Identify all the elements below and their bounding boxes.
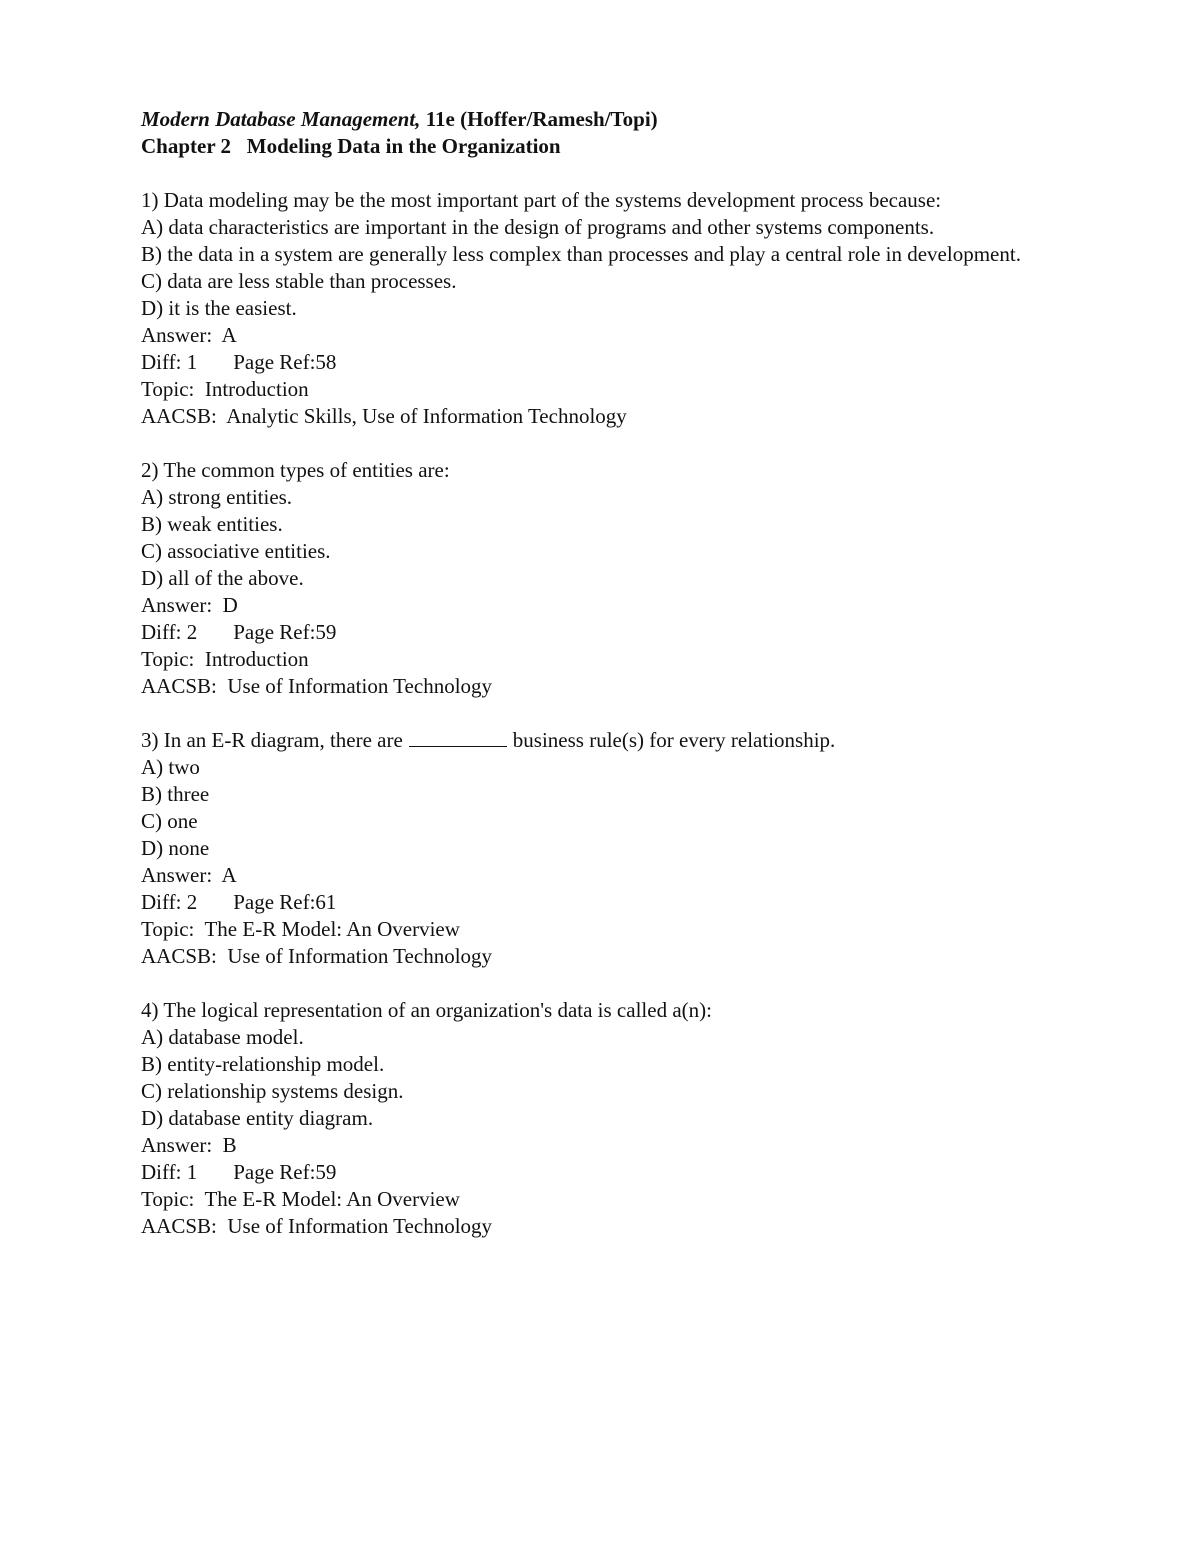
question-1 xyxy=(141,187,1141,430)
page-ref: Page Ref:59 xyxy=(233,1160,337,1184)
topic: Topic: The E-R Model: An Overview xyxy=(141,1187,460,1211)
question-stem xyxy=(141,727,1141,754)
spacer xyxy=(141,160,1141,187)
question-3 xyxy=(141,727,1141,970)
aacsb: AACSB: Analytic Skills, Use of Information Technology xyxy=(141,404,627,428)
answer: Answer: D xyxy=(141,593,238,617)
topic: Topic: The E-R Model: An Overview xyxy=(141,917,460,941)
page-ref: Page Ref:61 xyxy=(233,890,337,914)
chapter-title: Chapter 2 Modeling Data in the Organization xyxy=(141,134,561,158)
question-stem: 4) The logical representation of an organization's data is called a(n): xyxy=(141,998,712,1022)
question-stem: 2) The common types of entities are: xyxy=(141,458,450,482)
option-d: D) all of the above. xyxy=(141,566,304,590)
question-2 xyxy=(141,457,1141,700)
difficulty-page-ref xyxy=(141,1159,1141,1186)
aacsb: AACSB: Use of Information Technology xyxy=(141,944,493,968)
option-a: A) data characteristics are important in the design of programs and other systems components. xyxy=(141,215,935,239)
option-c: C) data are less stable than processes. xyxy=(141,269,457,293)
fill-in-blank xyxy=(409,729,507,747)
page-ref: Page Ref:59 xyxy=(233,620,337,644)
option-d: D) database entity diagram. xyxy=(141,1106,374,1130)
option-b: B) three xyxy=(141,782,210,806)
question-4 xyxy=(141,997,1141,1240)
spacer xyxy=(141,430,1141,457)
edition-authors: 11e (Hoffer/Ramesh/Topi) xyxy=(420,107,658,131)
topic: Topic: Introduction xyxy=(141,647,309,671)
topic: Topic: Introduction xyxy=(141,377,309,401)
question-stem: 1) Data modeling may be the most important part of the systems development process because: xyxy=(141,188,942,212)
answer: Answer: A xyxy=(141,323,237,347)
difficulty: Diff: 2 xyxy=(141,620,198,644)
difficulty: Diff: 2 xyxy=(141,890,198,914)
option-c: C) relationship systems design. xyxy=(141,1079,404,1103)
difficulty-page-ref xyxy=(141,619,1141,646)
difficulty-page-ref xyxy=(141,349,1141,376)
difficulty: Diff: 1 xyxy=(141,350,198,374)
stem-after-blank: business rule(s) for every relationship. xyxy=(512,728,836,752)
page-ref: Page Ref:58 xyxy=(233,350,337,374)
option-d: D) it is the easiest. xyxy=(141,296,297,320)
difficulty-page-ref xyxy=(141,889,1141,916)
option-b: B) the data in a system are generally less complex than processes and play a central role in development. xyxy=(141,242,1021,266)
option-a: A) two xyxy=(141,755,200,779)
answer: Answer: A xyxy=(141,863,237,887)
difficulty: Diff: 1 xyxy=(141,1160,198,1184)
option-b: B) weak entities. xyxy=(141,512,283,536)
document-content xyxy=(141,106,1141,1240)
stem-before-blank: 3) In an E-R diagram, there are xyxy=(141,728,403,752)
answer: Answer: B xyxy=(141,1133,237,1157)
option-c: C) one xyxy=(141,809,198,833)
option-c: C) associative entities. xyxy=(141,539,331,563)
spacer xyxy=(141,970,1141,997)
aacsb: AACSB: Use of Information Technology xyxy=(141,1214,493,1238)
option-d: D) none xyxy=(141,836,210,860)
spacer xyxy=(141,700,1141,727)
option-a: A) strong entities. xyxy=(141,485,293,509)
document-title xyxy=(141,106,1141,133)
option-b: B) entity-relationship model. xyxy=(141,1052,385,1076)
aacsb: AACSB: Use of Information Technology xyxy=(141,674,493,698)
book-title: Modern Database Management, xyxy=(141,107,421,131)
option-a: A) database model. xyxy=(141,1025,304,1049)
